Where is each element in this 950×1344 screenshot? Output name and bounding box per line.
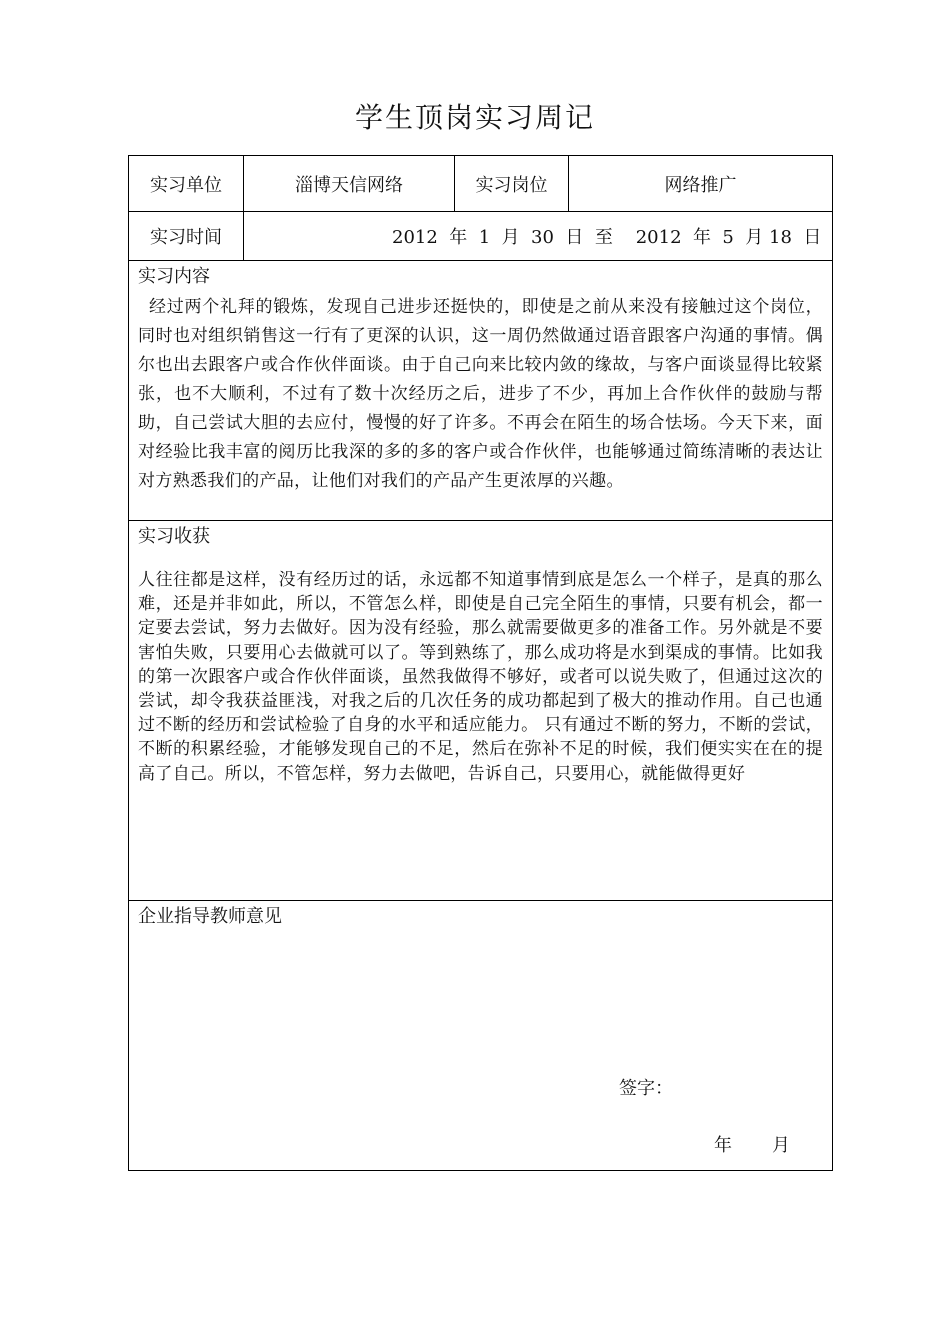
post-label: 实习岗位 (454, 156, 568, 211)
unit-label: 实习单位 (150, 174, 222, 196)
mentor-label: 企业指导教师意见 (138, 906, 282, 927)
page-title: 学生顶岗实习周记 (354, 101, 595, 134)
mentor-section (129, 901, 832, 1170)
harvest-label: 实习收获 (138, 526, 210, 547)
time-row (129, 212, 832, 261)
year-month-label: 年 月 (714, 1135, 791, 1156)
harvest-section (129, 521, 832, 901)
harvest-text: 人往往都是这样，没有经历过的话，永远都不知道事情到底是怎么一个样子，是真的那么难，还是并非如此，所以，不管怎么样，即使是自己完全陌生的事情，只要有机会，都一定要去尝试，努力去做好。因为没有经验，那么就需要做更多的准备工作。另外就是不要害怕失败，只要用心去做就可以了。等到熟练了，那么成功将是水到渠成的事情。比如我的第一次跟客户或合作伙伴面谈，虽然我做得不够好，或者可以说失败了，但通过这次的尝试，却令我获益匪浅，对我之后的几次任务的成功都起到了极大的推动作用。自己也通过不断的经历和尝试检验了自身的水平和适应能力。 只有通过不断的努力，不断的尝试，不断的积累经验，才能够发现自己的不足，然后在弥补不足的时候，我们便实实在在的提高了自己。所以，不管怎样，努力去做吧，告诉自己，只要用心，就能做得更好 (138, 570, 823, 784)
unit-post-row (129, 156, 832, 212)
signature-label: 签字： (619, 1078, 673, 1099)
content-section (129, 261, 832, 521)
weekly-report-table (128, 155, 833, 1171)
post-value: 网络推广 (568, 156, 832, 211)
time-label: 实习时间 (150, 227, 222, 248)
time-range: 2012 年 1 月 30 日 至 2012 年 5 月 18 日 (243, 212, 832, 260)
content-text: 经过两个礼拜的锻炼，发现自己进步还挺快的，即使是之前从来没有接触过这个岗位，同时也对组织销售这一行有了更深的认识，这一周仍然做通过语音跟客户沟通的事情。偶尔也出去跟客户或合作伙伴面谈。由于自己向来比较内敛的缘故，与客户面谈显得比较紧张，也不大顺利，不过有了数十次经历之后，进步了不少，再加上合作伙伴的鼓励与帮助，自己尝试大胆的去应付，慢慢的好了许多。不再会在陌生的场合怯场。今天下来，面对经验比我丰富的阅历比我深的多的多的客户或合作伙伴，也能够通过简练清晰的表达让对方熟悉我们的产品，让他们对我们的产品产生更浓厚的兴趣。 (138, 297, 823, 491)
unit-value: 淄博天信网络 (243, 156, 454, 211)
content-label: 实习内容 (138, 266, 210, 287)
